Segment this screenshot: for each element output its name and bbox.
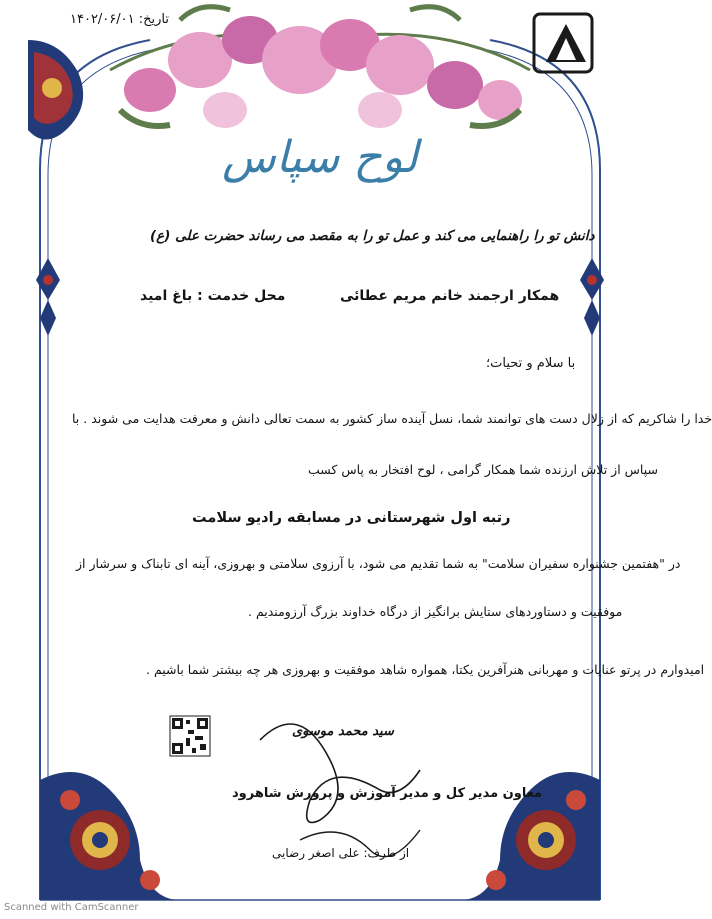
paragraph-3: امیدوارم در پرتو عنایات و مهربانی هنرآفرین یکتا، همواره شاهد موفقیت و بهروزی هر چه بیشتر شما باشیم . [146,662,705,677]
paragraph-1-line-1: خدا را شاکریم که از زلال دست های توانمند شما، نسل آینده ساز کشور به سمت تعالی دانش و معرفت هدایت می شوند . با [72,411,712,426]
signer-position: معاون مدیر کل و مدیر آموزش و پرورش شاهرود [232,786,543,801]
greeting: با سلام و تحیات؛ [486,356,576,371]
workplace: محل خدمت : باغ امید [140,288,286,304]
recipient-name: همکار ارجمند خانم مریم عطائی [340,288,560,304]
signer-name: سید محمد موسوی [292,724,394,739]
corner-ornament-bottom-left [40,772,180,900]
award-rank: رتبه اول شهرستانی در مسابقه رادیو سلامت [192,510,511,526]
sender-line: از طرف: علی اصغر رضایی [272,846,410,860]
document-date: تاریخ: ۱۴۰۲/۰۶/۰۱ [70,12,170,27]
education-ministry-logo-icon [534,14,592,72]
paragraph-2-line-1: در "هفتمین جشنواره سفیران سلامت" به شما تقدیم می شود، با آرزوی سلامتی و بهروزی، آینه ای تابناک و سرشار از [76,556,681,571]
certificate-title-area [200,110,440,210]
corner-ornament-top-left [28,40,83,140]
paragraph-1-line-2: سپاس از تلاش ارزنده شما همکار گرامی ، لوح افتخار به پاس کسب [308,462,658,477]
certificate-title: لوح سپاس [222,132,418,183]
quote-line: دانش تو را راهنمایی می کند و عمل تو را به مقصد می رساند حضرت علی (ع) [150,228,595,244]
qr-code-icon [170,716,210,756]
scanner-watermark: Scanned with CamScanner [4,902,139,913]
paragraph-2-line-2: موفقیت و دستاوردهای ستایش برانگیز از درگاه خداوند بزرگ آرزومندیم . [248,604,623,619]
